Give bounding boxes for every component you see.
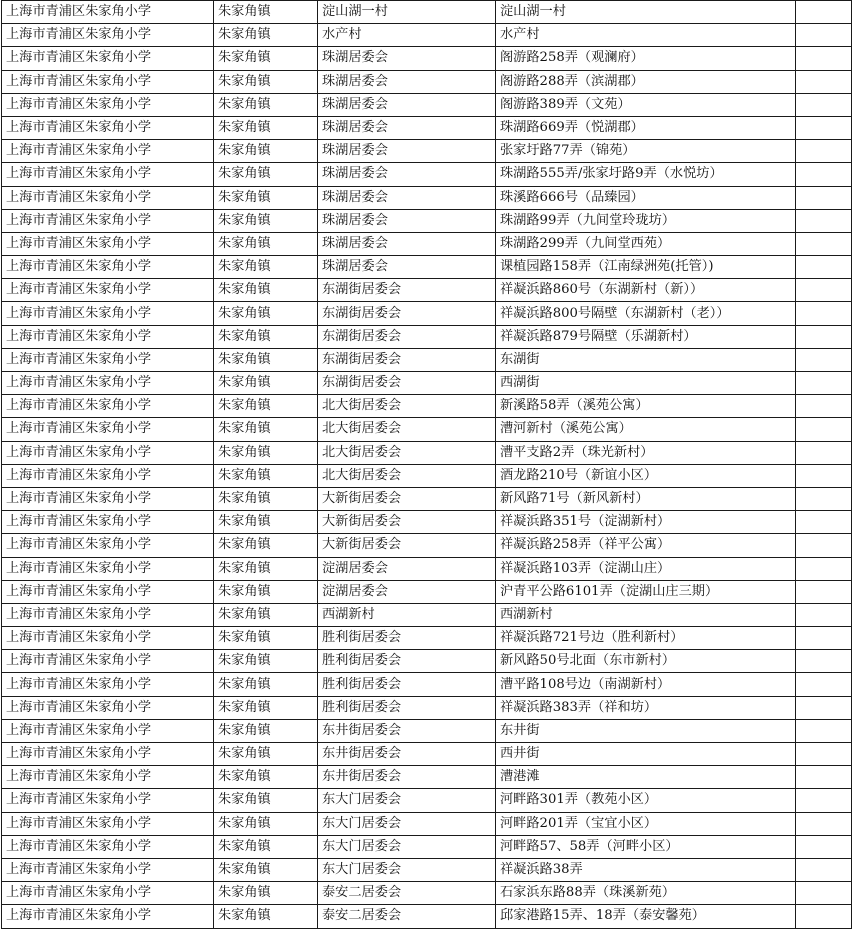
extra-cell — [796, 418, 852, 441]
committee-cell: 东大门居委会 — [318, 835, 496, 858]
school-cell: 上海市青浦区朱家角小学 — [2, 580, 214, 603]
table-row — [2, 858, 852, 881]
committee-cell: 东井街居委会 — [318, 719, 496, 742]
extra-cell — [796, 395, 852, 418]
address-cell: 西湖新村 — [496, 603, 796, 626]
address-cell: 新风路50号北面（东市新村） — [496, 650, 796, 673]
town-cell: 朱家角镇 — [214, 650, 318, 673]
town-cell: 朱家角镇 — [214, 372, 318, 395]
address-cell: 祥凝浜路721号边（胜利新村） — [496, 627, 796, 650]
table-row — [2, 395, 852, 418]
town-cell: 朱家角镇 — [214, 673, 318, 696]
school-cell: 上海市青浦区朱家角小学 — [2, 140, 214, 163]
town-cell: 朱家角镇 — [214, 418, 318, 441]
address-cell: 珠湖路555弄/张家圩路9弄（水悦坊） — [496, 163, 796, 186]
town-cell: 朱家角镇 — [214, 302, 318, 325]
committee-cell: 西湖新村 — [318, 603, 496, 626]
committee-cell: 北大街居委会 — [318, 395, 496, 418]
table-row — [2, 557, 852, 580]
address-cell: 漕平支路2弄（珠光新村） — [496, 441, 796, 464]
extra-cell — [796, 557, 852, 580]
extra-cell — [796, 719, 852, 742]
extra-cell — [796, 325, 852, 348]
table-row — [2, 441, 852, 464]
table-row — [2, 650, 852, 673]
town-cell: 朱家角镇 — [214, 789, 318, 812]
town-cell: 朱家角镇 — [214, 882, 318, 905]
school-cell: 上海市青浦区朱家角小学 — [2, 882, 214, 905]
address-cell: 漕河新村（溪苑公寓） — [496, 418, 796, 441]
school-cell: 上海市青浦区朱家角小学 — [2, 232, 214, 255]
extra-cell — [796, 163, 852, 186]
address-cell: 珠湖路669弄（悦湖郡） — [496, 116, 796, 139]
school-cell: 上海市青浦区朱家角小学 — [2, 186, 214, 209]
school-cell: 上海市青浦区朱家角小学 — [2, 441, 214, 464]
address-cell: 课植园路158弄（江南绿洲苑(托管）) — [496, 256, 796, 279]
address-cell: 祥凝浜路860号（东湖新村（新）） — [496, 279, 796, 302]
table-body — [2, 1, 852, 929]
town-cell: 朱家角镇 — [214, 1, 318, 24]
table-row — [2, 511, 852, 534]
table-row — [2, 743, 852, 766]
school-cell: 上海市青浦区朱家角小学 — [2, 534, 214, 557]
extra-cell — [796, 24, 852, 47]
committee-cell: 北大街居委会 — [318, 464, 496, 487]
committee-cell: 东湖街居委会 — [318, 325, 496, 348]
committee-cell: 胜利街居委会 — [318, 696, 496, 719]
address-cell: 祥凝浜路800号隔壁（东湖新村（老）） — [496, 302, 796, 325]
enrollment-area-table-container — [1, 0, 852, 929]
table-row — [2, 140, 852, 163]
town-cell: 朱家角镇 — [214, 627, 318, 650]
committee-cell: 珠湖居委会 — [318, 140, 496, 163]
school-cell: 上海市青浦区朱家角小学 — [2, 650, 214, 673]
school-cell: 上海市青浦区朱家角小学 — [2, 835, 214, 858]
committee-cell: 珠湖居委会 — [318, 256, 496, 279]
town-cell: 朱家角镇 — [214, 557, 318, 580]
address-cell: 祥凝浜路103弄（淀湖山庄） — [496, 557, 796, 580]
school-cell: 上海市青浦区朱家角小学 — [2, 116, 214, 139]
extra-cell — [796, 905, 852, 928]
school-cell: 上海市青浦区朱家角小学 — [2, 858, 214, 881]
school-cell: 上海市青浦区朱家角小学 — [2, 719, 214, 742]
school-cell: 上海市青浦区朱家角小学 — [2, 789, 214, 812]
address-cell: 淀山湖一村 — [496, 1, 796, 24]
address-cell: 阁游路389弄（文苑） — [496, 93, 796, 116]
address-cell: 祥凝浜路258弄（祥平公寓） — [496, 534, 796, 557]
town-cell: 朱家角镇 — [214, 511, 318, 534]
town-cell: 朱家角镇 — [214, 743, 318, 766]
school-cell: 上海市青浦区朱家角小学 — [2, 696, 214, 719]
committee-cell: 东井街居委会 — [318, 743, 496, 766]
address-cell: 河畔路301弄（教苑小区） — [496, 789, 796, 812]
extra-cell — [796, 511, 852, 534]
town-cell: 朱家角镇 — [214, 348, 318, 371]
table-row — [2, 372, 852, 395]
table-row — [2, 279, 852, 302]
town-cell: 朱家角镇 — [214, 325, 318, 348]
committee-cell: 胜利街居委会 — [318, 650, 496, 673]
address-cell: 沪青平公路6101弄（淀湖山庄三期） — [496, 580, 796, 603]
extra-cell — [796, 70, 852, 93]
extra-cell — [796, 372, 852, 395]
table-row — [2, 1, 852, 24]
address-cell: 新风路71号（新风新村） — [496, 487, 796, 510]
table-row — [2, 418, 852, 441]
committee-cell: 东湖街居委会 — [318, 279, 496, 302]
town-cell: 朱家角镇 — [214, 256, 318, 279]
committee-cell: 东井街居委会 — [318, 766, 496, 789]
committee-cell: 大新街居委会 — [318, 534, 496, 557]
table-row — [2, 325, 852, 348]
committee-cell: 珠湖居委会 — [318, 93, 496, 116]
town-cell: 朱家角镇 — [214, 487, 318, 510]
town-cell: 朱家角镇 — [214, 279, 318, 302]
school-cell: 上海市青浦区朱家角小学 — [2, 487, 214, 510]
table-row — [2, 163, 852, 186]
extra-cell — [796, 186, 852, 209]
extra-cell — [796, 743, 852, 766]
address-cell: 珠湖路99弄（九间堂玲珑坊） — [496, 209, 796, 232]
address-cell: 祥凝浜路351号（淀湖新村） — [496, 511, 796, 534]
extra-cell — [796, 789, 852, 812]
table-row — [2, 256, 852, 279]
table-row — [2, 302, 852, 325]
school-cell: 上海市青浦区朱家角小学 — [2, 673, 214, 696]
address-cell: 珠湖路299弄（九间堂西苑） — [496, 232, 796, 255]
address-cell: 祥凝浜路38弄 — [496, 858, 796, 881]
school-cell: 上海市青浦区朱家角小学 — [2, 163, 214, 186]
committee-cell: 北大街居委会 — [318, 418, 496, 441]
address-cell: 西井街 — [496, 743, 796, 766]
committee-cell: 珠湖居委会 — [318, 116, 496, 139]
town-cell: 朱家角镇 — [214, 812, 318, 835]
table-row — [2, 905, 852, 928]
committee-cell: 大新街居委会 — [318, 511, 496, 534]
table-row — [2, 812, 852, 835]
table-row — [2, 882, 852, 905]
address-cell: 邱家港路15弄、18弄（泰安馨苑） — [496, 905, 796, 928]
table-row — [2, 487, 852, 510]
address-cell: 祥凝浜路879号隔壁（乐湖新村） — [496, 325, 796, 348]
committee-cell: 北大街居委会 — [318, 441, 496, 464]
school-cell: 上海市青浦区朱家角小学 — [2, 766, 214, 789]
extra-cell — [796, 279, 852, 302]
town-cell: 朱家角镇 — [214, 395, 318, 418]
town-cell: 朱家角镇 — [214, 441, 318, 464]
town-cell: 朱家角镇 — [214, 696, 318, 719]
committee-cell: 珠湖居委会 — [318, 47, 496, 70]
town-cell: 朱家角镇 — [214, 580, 318, 603]
committee-cell: 淀山湖一村 — [318, 1, 496, 24]
school-cell: 上海市青浦区朱家角小学 — [2, 905, 214, 928]
committee-cell: 淀湖居委会 — [318, 580, 496, 603]
extra-cell — [796, 812, 852, 835]
school-cell: 上海市青浦区朱家角小学 — [2, 47, 214, 70]
extra-cell — [796, 627, 852, 650]
committee-cell: 珠湖居委会 — [318, 232, 496, 255]
committee-cell: 珠湖居委会 — [318, 163, 496, 186]
town-cell: 朱家角镇 — [214, 24, 318, 47]
school-cell: 上海市青浦区朱家角小学 — [2, 557, 214, 580]
address-cell: 新溪路58弄（溪苑公寓） — [496, 395, 796, 418]
table-row — [2, 766, 852, 789]
committee-cell: 胜利街居委会 — [318, 673, 496, 696]
town-cell: 朱家角镇 — [214, 719, 318, 742]
town-cell: 朱家角镇 — [214, 116, 318, 139]
extra-cell — [796, 348, 852, 371]
school-cell: 上海市青浦区朱家角小学 — [2, 302, 214, 325]
town-cell: 朱家角镇 — [214, 163, 318, 186]
committee-cell: 胜利街居委会 — [318, 627, 496, 650]
table-row — [2, 464, 852, 487]
table-row — [2, 627, 852, 650]
extra-cell — [796, 140, 852, 163]
committee-cell: 东大门居委会 — [318, 858, 496, 881]
school-cell: 上海市青浦区朱家角小学 — [2, 93, 214, 116]
committee-cell: 大新街居委会 — [318, 487, 496, 510]
committee-cell: 淀湖居委会 — [318, 557, 496, 580]
committee-cell: 珠湖居委会 — [318, 209, 496, 232]
committee-cell: 珠湖居委会 — [318, 70, 496, 93]
town-cell: 朱家角镇 — [214, 93, 318, 116]
school-cell: 上海市青浦区朱家角小学 — [2, 70, 214, 93]
school-cell: 上海市青浦区朱家角小学 — [2, 395, 214, 418]
committee-cell: 泰安二居委会 — [318, 882, 496, 905]
table-row — [2, 835, 852, 858]
school-cell: 上海市青浦区朱家角小学 — [2, 627, 214, 650]
committee-cell: 水产村 — [318, 24, 496, 47]
school-cell: 上海市青浦区朱家角小学 — [2, 372, 214, 395]
school-cell: 上海市青浦区朱家角小学 — [2, 603, 214, 626]
school-cell: 上海市青浦区朱家角小学 — [2, 511, 214, 534]
committee-cell: 东湖街居委会 — [318, 348, 496, 371]
address-cell: 祥凝浜路383弄（祥和坊） — [496, 696, 796, 719]
table-row — [2, 580, 852, 603]
address-cell: 河畔路57、58弄（河畔小区） — [496, 835, 796, 858]
committee-cell: 东大门居委会 — [318, 789, 496, 812]
table-row — [2, 696, 852, 719]
school-cell: 上海市青浦区朱家角小学 — [2, 348, 214, 371]
table-row — [2, 534, 852, 557]
table-row — [2, 24, 852, 47]
extra-cell — [796, 47, 852, 70]
committee-cell: 泰安二居委会 — [318, 905, 496, 928]
address-cell: 石家浜东路88弄（珠溪新苑） — [496, 882, 796, 905]
school-cell: 上海市青浦区朱家角小学 — [2, 325, 214, 348]
address-cell: 东井街 — [496, 719, 796, 742]
town-cell: 朱家角镇 — [214, 766, 318, 789]
school-cell: 上海市青浦区朱家角小学 — [2, 743, 214, 766]
address-cell: 水产村 — [496, 24, 796, 47]
school-cell: 上海市青浦区朱家角小学 — [2, 1, 214, 24]
address-cell: 珠溪路666号（品臻园） — [496, 186, 796, 209]
extra-cell — [796, 93, 852, 116]
town-cell: 朱家角镇 — [214, 603, 318, 626]
town-cell: 朱家角镇 — [214, 70, 318, 93]
town-cell: 朱家角镇 — [214, 209, 318, 232]
school-cell: 上海市青浦区朱家角小学 — [2, 279, 214, 302]
school-cell: 上海市青浦区朱家角小学 — [2, 24, 214, 47]
table-row — [2, 348, 852, 371]
extra-cell — [796, 487, 852, 510]
town-cell: 朱家角镇 — [214, 186, 318, 209]
address-cell: 阁游路288弄（滨湖郡） — [496, 70, 796, 93]
committee-cell: 东湖街居委会 — [318, 302, 496, 325]
extra-cell — [796, 882, 852, 905]
town-cell: 朱家角镇 — [214, 232, 318, 255]
extra-cell — [796, 464, 852, 487]
town-cell: 朱家角镇 — [214, 835, 318, 858]
extra-cell — [796, 116, 852, 139]
table-row — [2, 232, 852, 255]
committee-cell: 珠湖居委会 — [318, 186, 496, 209]
extra-cell — [796, 858, 852, 881]
school-cell: 上海市青浦区朱家角小学 — [2, 256, 214, 279]
extra-cell — [796, 256, 852, 279]
school-cell: 上海市青浦区朱家角小学 — [2, 812, 214, 835]
address-cell: 酒龙路210号（新谊小区） — [496, 464, 796, 487]
table-row — [2, 673, 852, 696]
table-row — [2, 789, 852, 812]
address-cell: 张家圩路77弄（锦苑） — [496, 140, 796, 163]
table-row — [2, 70, 852, 93]
town-cell: 朱家角镇 — [214, 905, 318, 928]
address-cell: 东湖街 — [496, 348, 796, 371]
committee-cell: 东湖街居委会 — [318, 372, 496, 395]
extra-cell — [796, 650, 852, 673]
extra-cell — [796, 580, 852, 603]
address-cell: 河畔路201弄（宝宜小区） — [496, 812, 796, 835]
school-cell: 上海市青浦区朱家角小学 — [2, 418, 214, 441]
town-cell: 朱家角镇 — [214, 858, 318, 881]
address-cell: 西湖街 — [496, 372, 796, 395]
extra-cell — [796, 696, 852, 719]
school-cell: 上海市青浦区朱家角小学 — [2, 209, 214, 232]
extra-cell — [796, 1, 852, 24]
extra-cell — [796, 534, 852, 557]
extra-cell — [796, 441, 852, 464]
town-cell: 朱家角镇 — [214, 47, 318, 70]
school-cell: 上海市青浦区朱家角小学 — [2, 464, 214, 487]
address-cell: 阁游路258弄（观澜府） — [496, 47, 796, 70]
extra-cell — [796, 603, 852, 626]
extra-cell — [796, 302, 852, 325]
town-cell: 朱家角镇 — [214, 464, 318, 487]
table-row — [2, 209, 852, 232]
town-cell: 朱家角镇 — [214, 534, 318, 557]
address-cell: 漕港滩 — [496, 766, 796, 789]
table-row — [2, 116, 852, 139]
enrollment-area-table — [1, 0, 852, 929]
table-row — [2, 186, 852, 209]
extra-cell — [796, 835, 852, 858]
table-row — [2, 93, 852, 116]
committee-cell: 东大门居委会 — [318, 812, 496, 835]
town-cell: 朱家角镇 — [214, 140, 318, 163]
table-row — [2, 47, 852, 70]
extra-cell — [796, 209, 852, 232]
table-row — [2, 603, 852, 626]
address-cell: 漕平路108号边（南湖新村） — [496, 673, 796, 696]
extra-cell — [796, 232, 852, 255]
extra-cell — [796, 766, 852, 789]
table-row — [2, 719, 852, 742]
extra-cell — [796, 673, 852, 696]
